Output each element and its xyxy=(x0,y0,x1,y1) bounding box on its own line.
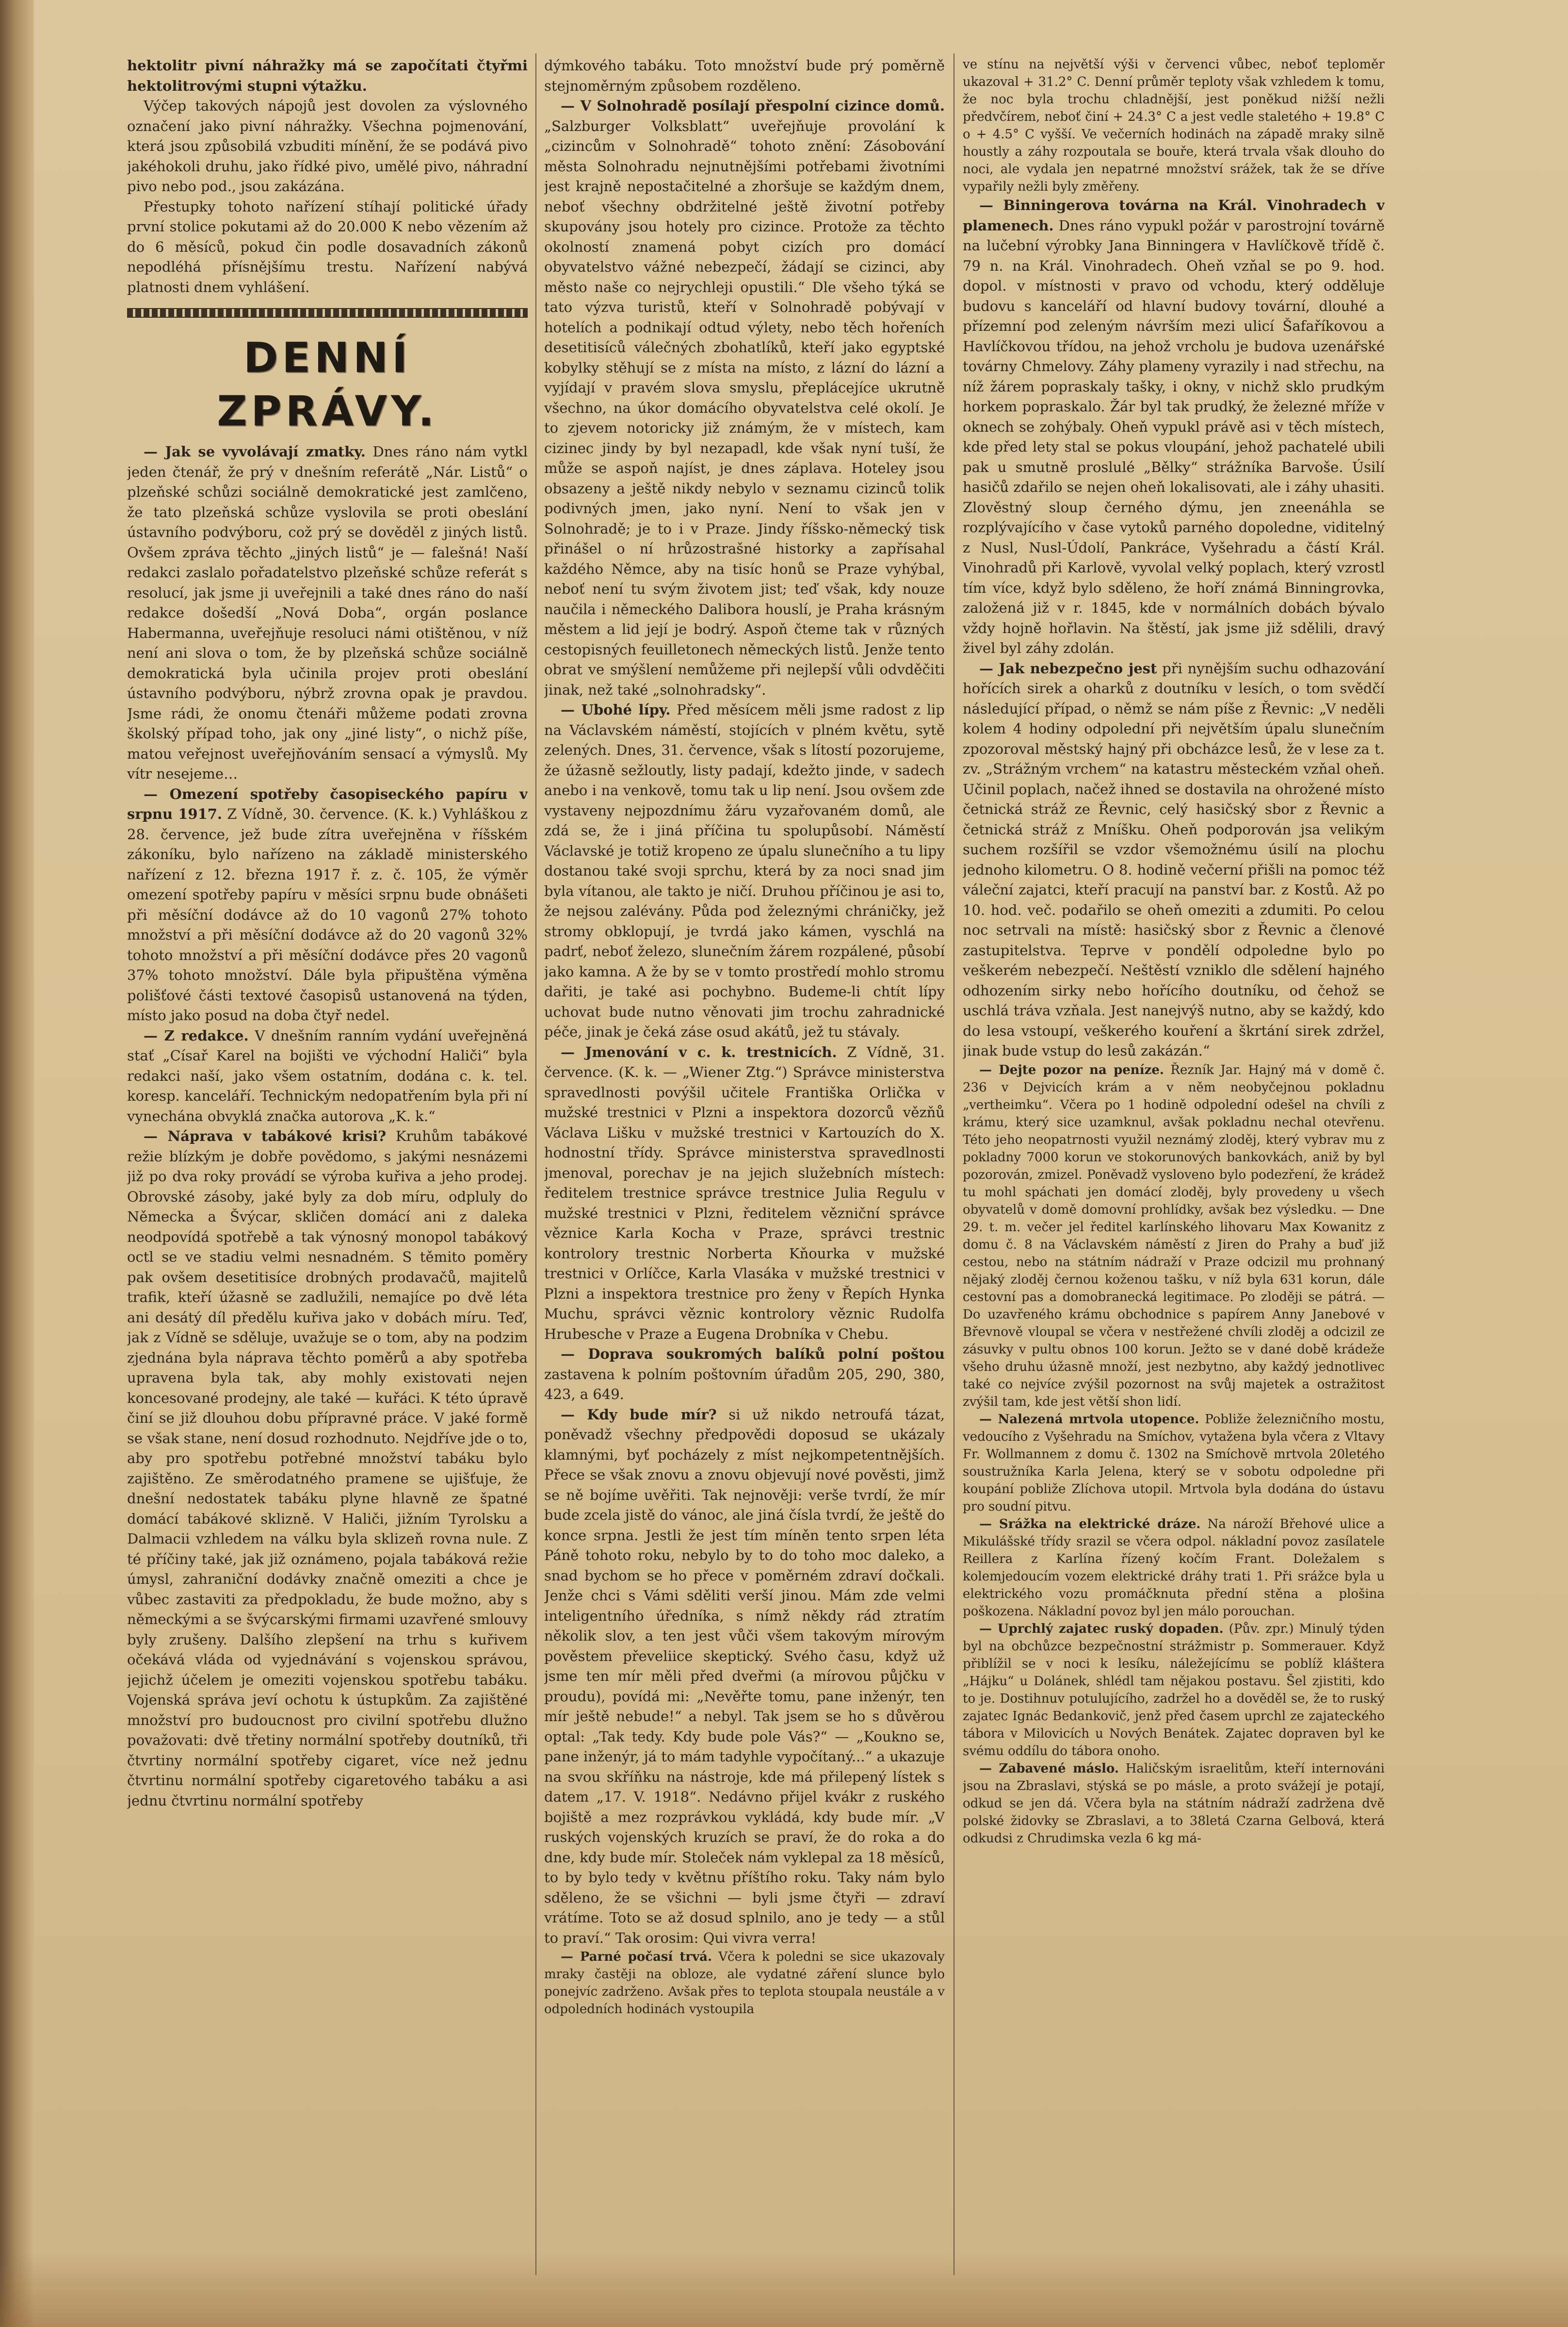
news-headline: — Jmenování v c. k. trestnicích. xyxy=(561,1043,837,1060)
page-bottom-stain xyxy=(0,2254,1568,2327)
news-text: Dnes ráno vypukl požár v parostrojní továrně na lučební výrobky Jana Binningera v Havlíčkově třídě č. 79 n. na Král. Vinohradech. Oheň vzňal se po 9. hod. dopol. v místnosti v pravo od vchodu, který odděluje budovu s kanceláří od hlavní budovy tovární, dlouhé a přízemní pod zeleným návrším mezi ulicí Šafaříkovou a Havlíčkovou třídou, na jehož vrcholu je budova uzenářské továrny Chmelovy. Záhy plameny vyrazily i nad střechu, na níž žárem popraskaly tašky, i okny, v nichž sklo prudkým horkem popraskalo. Žár byl tak prudký, že železné mříže v oknech se zohýbaly. Oheň vypukl právě asi v těch místech, kde před lety stal se pokus vloupání, jehož pachatelé ubili pak u smutně proslulé „Bělky“ strážníka Barvoše. Úsilí hasičů zdařilo se nejen oheň lokalisovati, ale i záhy uhasiti. Zlověstný sloup černého dýmu, jen zneenáhla se rozplývajícího v čase vytoků parného dopoledne, viditelný z Nusl, Nusl-Údolí, Pankráce, Vyšehradu a částí Král. Vinohradů při Karlově, vyvolal velký poplach, který vzrostl tím více, když bylo sděleno, že hoří známá Binningrovka, založená již v r. 1845, kde v normálních dobách bývalo vždy hojně hořlavin. Na štěstí, jak jsme již sdělili, dravý živel byl záhy zdolán. xyxy=(963,217,1385,656)
news-text: V dnešním ranním vydání uveřejněná stať „Císař Karel na bojišti ve východní Haliči“ byla redakci naší, jako všem ostatním, dodána c. k. tel. koresp. kanceláří. Technickým nedopatřením byla při ní vynechána obvyklá značka autorova „K. k.“ xyxy=(127,1027,528,1124)
news-headline: — Nalezená mrtvola utopence. xyxy=(979,1412,1199,1427)
news-item xyxy=(963,195,1385,659)
news-text: si už nikdo netroufá tázat, poněvadž všechny předpovědi doposud se ukázaly klamnými, byť pocházely z míst nejkompetentnějších. Přece se však znovu a znovu objevují nové pověsti, jimž se ně bojíme uvěřiti. Tak nejnověji: verše tvrdí, že mír bude zcela jistě do vánoc, ale jiná čísla tvrdí, že ještě do konce srpna. Jestli že jest tím míněn tento srpen léta Páně tohoto roku, nebylo by to do toho moc daleko, a snad bychom se ho přece v poměrném zdraví dočkali. Jenže chci s Vámi sděliti verší jinou. Mám zde velmi inteligentního úředníka, s nímž někdy rád ztratím několik slov, a ten jest vůči všem takovým mírovým pověstem převeliice skeptický. Svého času, když už jsme ten mír měli před dveřmi (a mírovou půjčku v proudu), povídá mi: „Nevěřte tomu, pane inženýr, ten mír ještě nebude!“ a nebyl. Tak jsem se ho s důvěrou optal: „Tak tedy. Kdy bude pole Vás?“ — „Koukno se, pane inženýr, já to mám tadyhle vypočítaný...“ a ukazuje na svou skříňku na nástroje, kde má přilepený lístek s datem „17. V. 1918“. Nedávno přijel kvákr z ruského bojiště a mez rozprávkou vykládá, kdy bude mír. „V ruských vojenských kruzích se praví, že do roka a do dne, kdy bude mír. Stoleček nám vyklepal za 18 měsíců, to by bylo tedy v květnu příštího roku. Taky nám bylo sděleno, že se všichni — byli jsme čtyři — zdraví vrátíme. Toto se až dosud splnilo, ano je tedy — a stůl to praví.“ Tak orosim: Qui vivra verra! xyxy=(544,1406,945,1946)
news-text: zastavena k polním poštovním úřadům 205, 290, 380, 423, a 649. xyxy=(544,1366,945,1402)
news-headline: — Dejte pozor na peníze. xyxy=(979,1062,1164,1077)
news-item xyxy=(127,1026,528,1127)
column-1 xyxy=(127,56,528,2268)
news-text: Z Vídně, 31. července. (K. k. — „Wiener Ztg.“) Správce ministerstva spravedlnosti povýšil učitele Františka Orlička v mužské trestnici v Plzni a inspektora dozorců vězňů Václava Lišku v mužské trestnici v Kartouzích do X. hodnostní třídy. Správce ministerstva spravedlnosti jmenoval, porechav je na jejich služebních místech: ředitelem trestnice správce trestnice Julia Regulu v mužské trestnici v Plzni, ředitelem vězniční správce věznice Karla Kocha v Praze, správci trestnic kontrolory trestnic Norberta Kňourka v mužské trestnici v Orlíčce, Karla Vlasáka v mužské trestnici v Plzni a inspektora trestnice pro ženy v Řepích Hynka Muchu, správci věznic kontrolory věznic Rudolfa Hrubesche v Praze a Eugena Drobníka v Chebu. xyxy=(544,1043,945,1342)
news-item xyxy=(544,1042,945,1345)
news-text: Před měsícem měli jsme radost z lip na Václavském náměstí, stojících v plném květu, sytě zelených. Dnes, 31. července, však s lítostí pozorujeme, že úžasně sežloutly, listy padají, kdežto jinde, v sadech anebo i na venkově, tomu tak u lip není. Jsou ovšem zde vystaveny nejpozdnímu žáru vyzařovaném domů, ale zdá se, že i jiná příčina tu spolupůsobí. Náměstí Václavské je totiž kropeno ze úpalu slunečního a tu lipy dostanou také svoji sprchu, která by za noci snad jim byla vítanou, ale takto je ničí. Druhou příčinou je asi to, že nejsou zalévány. Půda pod železnými chráničky, jež stromy obklopují, je tvrdá jako kámen, vyschlá na padrť, neboť železo, slunečním žárem rozpálené, působí jako kamna. A že by se v tomto prostředí mohlo stromu dařiti, je také asi pochybno. Budeme-li chtít lípy uchovat bude nutno věnovati jim trochu zahradnické péče, jinak je čeká záse osud akátů, jež tu stávaly. xyxy=(544,701,945,1040)
news-text: Dnes ráno nám vytkl jeden čtenář, že prý v dnešním referátě „Nár. Listů“ o plzeňské schůzi sociálně demokratické jest zamlčeno, že tato plzeňská schůze vyslovila se proti obeslání ústavního podvýboru, což prý se dověděl z jiných listů. Ovšem zpráva těchto „jiných listů“ je — falešná! Naší redakci zaslalo pořadatelstvo plzeňské schůze referát s resolucí, jak jsme ji uveřejnili a také dnes ráno do naší redakce došedší „Nová Doba“, orgán poslance Habermanna, uveřejňuje resoluci námi otištěnou, v níž není ani slova o tom, že by plzeňská schůze sociálně demokratická byla učinila projev proti obeslání ústavního podvýboru, nýbrž zrovna opak je pravdou. Jsme rádi, že onomu čtenáři můžeme podati zrovna školský případ toho, jak ony „jiné listy“, o nichž píše, matou veřejnost uveřejňováním sensací a výmyslů. My vítr nesejeme… xyxy=(127,443,528,782)
news-headline: — Zabavené máslo. xyxy=(979,1761,1119,1776)
news-item xyxy=(544,1344,945,1405)
news-headline: — V Solnohradě posílají přespolní cizince domů. xyxy=(561,98,945,114)
news-headline: — Jak nebezpečno jest xyxy=(979,660,1157,677)
news-headline: — Parné počasí trvá. xyxy=(561,1950,712,1964)
paragraph: Výčep takových nápojů jest dovolen za výslovného označení jako pivní náhražky. Všechna pojmenování, která jsou způsobilá vzbuditi mínění, že se podává pivo jakéhokoli druhu, jako řídké pivo, umělé pivo, náhradní pivo nebo pod., jsou zakázána. xyxy=(127,98,528,195)
news-headline: — Uprchlý zajatec ruský dopaden. xyxy=(979,1621,1224,1636)
paragraph: dýmkového tabáku. Toto množství bude prý poměrně stejnoměrným způsobem rozděleno. xyxy=(544,57,945,94)
column-divider xyxy=(535,53,536,2275)
news-headline: — Doprava soukromých balíků polní poštou xyxy=(561,1346,945,1362)
page-left-shadow xyxy=(0,0,34,2327)
column-2 xyxy=(544,56,945,2268)
news-item xyxy=(544,700,945,1042)
news-item xyxy=(127,1126,528,1811)
news-headline: — Ubohé lípy. xyxy=(561,701,671,718)
news-item xyxy=(963,659,1385,1061)
news-text: Pobliže železničního mostu, vedoucího z Vyšehradu na Smíchov, vytažena byla včera z Vltavy Fr. Wollmannem z domu č. 1302 na Smíchově mrtvola 20letého soustružníka Karla Jelena, který se v sobotu odpoledne při koupání pobliže Zlíchova utopil. Mrtvola byla dodána do ústavu pro soudní pitvu. xyxy=(963,1412,1385,1514)
news-headline: — Srážka na elektrické dráze. xyxy=(979,1516,1201,1531)
news-item xyxy=(544,96,945,700)
paragraph: ve stínu na největší výši v červenci vůbec, neboť teploměr ukazoval + 31.2° C. Denní průměr teploty však vzhledem k tomu, že noc byla trochu chladnější, jest poněkud nižší nežli předvčírem, neboť činí + 24.3° C a jest vedle staletého + 19.8° C o + 4.5° C vyšší. Ve večerních hodinách na západě mraky silně houstly a záhy rozpoutala se bouře, která trvala však dlouho do noci, ale vydala jen nepatrné množství srážek, tak že se dříve vypařily nežli byly změřeny. xyxy=(963,57,1385,194)
news-headline: — Náprava v tabákové krisi? xyxy=(144,1128,387,1144)
news-text: Haličským israelitům, kteří internováni jsou na Zbraslavi, stýská se po másle, a proto svážejí je potají, odkud se jen dá. Včera byla na státním nádraží zadržena dvě polské židovky se Zbraslavi, a to 38letá Czarna Gelbová, která odkudsi z Chrudimska vezla 6 kg má- xyxy=(963,1761,1385,1846)
paragraph: hektolitr pivní náhražky má se započítati čtyřmi hektolitrovými stupni výtažku. xyxy=(127,57,528,94)
news-item xyxy=(544,1948,945,2018)
news-item xyxy=(544,1405,945,1949)
news-text: Řezník Jar. Hajný má v domě č. 236 v Dejvicích krám a v něm neobyčejnou pokladnu „vertheimku“. Včera po 1 hodině odpolední odešel na chvíli z krámu, který sice uzamknul, avšak pokladnu nechal otevřenu. Této jeho neopatrnosti využil neznámý zloděj, který vybrav mu z pokladny 7000 korun ve stokorunových bankovkách, aniž by byl pozorován, zmizel. Poněvadž vysloveno bylo podezření, že krádež tu mohl spáchati jen domácí zloděj, byly provedeny u všech obyvatelů v domě domovní prohlídky, avšak bez výsledku. — Dne 29. t. m. večer jel ředitel karlínského lihovaru Max Kowanitz z domu č. 8 na Václavském náměstí z Jiren do Prahy a buď již cestou, nebo na státním nádraží v Praze odcizil mu prohnaný nějaký zloděj černou koženou tašku, v níž byla 631 korun, dále cestovní pas a domobranecká legitimace. Po zloději se pátrá. — Do uzavřeného krámu obchodnice s papírem Anny Janebové v Břevnově vloupal se včera v nestřežené chvíli zloděj a odcizil ze zásuvky v pultu obnos 100 korun. Ježto se v dané době krádeže všeho druhu úžasně množí, jest nezbytno, aby každý jednotlivec také co nejvíce zvýšil pozornost na svůj majetek a ostražitost zvýšil tam, kde jest větší shon lidí. xyxy=(963,1062,1385,1409)
column-3 xyxy=(963,56,1385,2268)
news-item xyxy=(963,1515,1385,1620)
paragraph: Přestupky tohoto nařízení stíhají politické úřady první stolice pokutami až do 20.000 K nebo vězením až do 6 měsíců, pokud čin podle dosavadních zákonů nepodléhá přísnějšímu trestu. Nařízení nabývá platnosti dnem vyhlášení. xyxy=(127,198,528,295)
news-text: při nynějším suchu odhazování hořících sirek a oharků z doutníku v lesích, o tom svědčí následující případ, o němž se nám píše z Řevnic: „V neděli kolem 4 hodiny odpolední při největším úpalu slunečním zpozoroval městský hajný při obcházce lesů, že v lese za t. zv. „Strážným vrchem“ na katastru městeckém vzňal oheň. Učinil poplach, načež ihned se dostavila na ohrožené místo četnická stráž ze Řevnic, celý hasičský sbor z Řevnic a četnická stráž z Mníšku. Oheň podporován jsa velikým suchem rozšířil se vzdor všemožnému úsilí na plochu jednoho kilometru. O 8. hodině večerní přišli na pomoc též váleční zajatci, kteří pracují na panství bar. z Kostů. Až po 10. hod. več. podařilo se oheň omeziti a zdumiti. Po celou noc setrvali na místě: hasičský sbor z Řevnic a členové zastupitelstva. Teprve v pondělí odpoledne bylo po veškerém nebezpečí. Neštěstí vzniklo dle sdělení hajného odhozením sirky nebo hořícího doutníku, od čehož se uschlá tráva vzňala. Jest nanejvýš nutno, aby se každý, kdo do lesa vstoupí, veškerého kouření a škrtání sirek zdržel, jinak bude vstup do lesů zakázán.“ xyxy=(963,660,1385,1059)
news-text: „Salzburger Volksblatt“ uveřejňuje provolání k „cizincům v Solnohradě“ tohoto znění: Zásobování města Solnohradu nejnutnějšími potřebami životními jest krajně nepostačitelné a zhoršuje se každým dnem, neboť všechny obdržitelné ještě životní potřeby skupovány jsou hotely pro cizince. Protože za těchto okolností znamená pobyt cizích pro domácí obyvatelstvo vážné nebezpečí, žádají se cizinci, aby město naše co nejrychleji opustili.“ Dle všeho týká se tato výzva turistů, kteří v Solnohradě pobývají v hotelích a podnikají odtud výlety, nebo těch hořeních desetitisíců válečných zbohatlíků, kteří jako egyptské kobylky stěhují se z místa na místo, z lázní do lázní a vyjídají v pravém slova smyslu, přeplácejíce ukrutně všechno, na úkor domácího obyvatelstva celé okolí. Je to zjevem notoricky již známým, že v místech, kam cizinec jindy by byl nezapadl, kde však nyní tuší, že může se aspoň najíst, je dnes záplava. Hoteley jsou obsazeny a ještě nikdy nebylo v seznamu cizinců tolik podivných jmen, jako nyní. Není to však jen v Solnohradě; je to i v Praze. Jindy říšsko-německý tisk přinášel o ní hrůzostrašné historky a zapřísahal každého Němce, aby na tisíc honů se Praze vyhýbal, neboť není tu svým životem jist; teď však, kdy nouze naučila i německého Dalibora houslí, je Praha krásným městem a lid její je bodrý. Aspoň čteme tak v různých cestopisných feuilletonech německých listů. Jenže tento obrat ve smýšlení nemůžeme při nejlepší vůli odvděčiti jinak, než také „solnohradsky“. xyxy=(544,117,945,698)
news-item xyxy=(963,1620,1385,1760)
news-text: (Pův. zpr.) Minulý týden byl na obchůzce bezpečnostní strážmistr p. Sommerauer. Když přiblížil se v noci k lesíku, náležejícímu se poblíž kláštera „Hájku“ u Dolánek, shlédl tam nějakou postavu. Šel zjistiti, kdo to je. Dostihnuv potulujícího, zadržel ho a dověděl se, že to ruský zajatec Ignác Bedankovič, jenž před časem uprchl ze zajateckého tábora v Milovicích u Nových Benátek. Zajatec dopraven byl ke svému oddílu do tábora onoho. xyxy=(963,1621,1385,1758)
news-item xyxy=(963,1061,1385,1411)
decorative-rule xyxy=(127,308,528,318)
news-item xyxy=(127,442,528,784)
news-text: Na nároží Břehové ulice a Mikulášské třídy srazil se včera odpol. nákladní povoz zasílatele Reillera z Karlína řízený kočím Frant. Doležalem s kolemjedoucím vozem elektrické dráhy trati 1. Při srážce byla u elektrického vozu promáčknuta přední stěna a plošina poškozena. Nákladní povoz byl jen málo porouchan. xyxy=(963,1516,1385,1619)
news-text: Kruhům tabákové režie blízkým je dobře povědomo, s jakými nesnázemi již po dva roky provádí se výroba kuřiva a jeho prodej. Obrovské zásoby, jaké byly za dob míru, odpluly do Německa a Švýcar, skličen domácí ani z daleka neodpovídá spotřebě a tak výnosný monopol tabákový octl se ve stadiu velmi nesnadném. S těmito poměry pak ovšem desetitisíce drobných prodavačů, majitelů trafik, kteří úžasně se zadlužili, nemajíce po dvě léta ani desátý díl předělu kuřiva jako v dobách míru. Teď, jak z Vídně se sděluje, uvažuje se o tom, aby na podzim zjednána byla náprava těchto poměrů a aby spotřeba upravena byla tak, aby mohly existovati nejen koncesované prodejny, ale také — kuřáci. K této úpravě činí se již dlouhou dobu přípravné práce. V jaké formě se však stane, není dosud rozhodnuto. Nejdříve jde o to, aby pro spotřebu potřebné množství tabáku bylo zajištěno. Ze směrodatného pramene se ujišťuje, že dnešní nedostatek tabáku plyne hlavně ze špatné domácí tabákové sklizně. V Haliči, jižním Tyrolsku a Dalmacii vzhledem na válku byla sklizeň rovna nule. Z té příčiny také, jak již oznámeno, pojala tabáková režie úmysl, zahraniční dodávky značně omeziti a chce je vůbec zastaviti za předpokladu, že bude možno, aby s německými a se švýcarskými firmami uzavřené smlouvy byly zrušeny. Dalšího zlepšení na trhu s kuřivem očekává vláda od vyjednávání s vojenskou správou, jejichž účelem je omeziti vojenskou spotřebu tabáku. Vojenská správa jeví ochotu k ústupkům. Za zajištěné množství pro budoucnost pro civilní spotřebu dlužno považovati: dvě třetiny normální spotřeby doutníků, tři čtvrtiny normální spotřeby cigaret, více než jednu čtvrtinu normální spotřeby cigaretového tabáku a asi jednu čtvrtinu normální spotřeby xyxy=(127,1128,528,1809)
news-headline: — Jak se vyvolávají zmatky. xyxy=(144,443,366,460)
news-headline: — Z redakce. xyxy=(144,1027,249,1044)
news-item xyxy=(963,1760,1385,1847)
news-text: Včera k poledni se sice ukazovaly mraky častěji na obloze, ale vydatné záření slunce bylo ponejvíc zadrženo. Avšak přes to teplota stoupala neustále a v odpoledních hodinách vystoupila xyxy=(544,1950,945,2017)
news-headline: — Kdy bude mír? xyxy=(561,1406,717,1423)
section-title: DENNÍ ZPRÁVY. xyxy=(217,334,438,436)
news-headline: — Omezení spotřeby časopiseckého papíru v srpnu 1917. xyxy=(127,785,528,822)
news-item xyxy=(963,1411,1385,1515)
news-item xyxy=(127,784,528,1026)
news-text: Z Vídně, 30. července. (K. k.) Vyhláškou z 28. července, jež bude zítra uveřejněna v říšském zákoníku, bylo nařízeno na základě ministerského nařízení z 12. března 1917 ř. z. č. 105, že výměr omezení spotřeby papíru v měsíci srpnu bude obnášeti při měsíční dodávce až do 10 vagonů 27% tohoto množství a při měsíční dodávce až do 20 vagonů 32% tohoto množství a při měsíční dodávce přes 20 vagonů 37% tohoto množství. Dále byla připuštěna výměna polišťové části textové časopisů ustanovená na týden, místo jako posud na doba čtyř nedel. xyxy=(127,806,528,1024)
news-headline: — Binningerova továrna na Král. Vinohradech v plamenech. xyxy=(963,197,1385,234)
